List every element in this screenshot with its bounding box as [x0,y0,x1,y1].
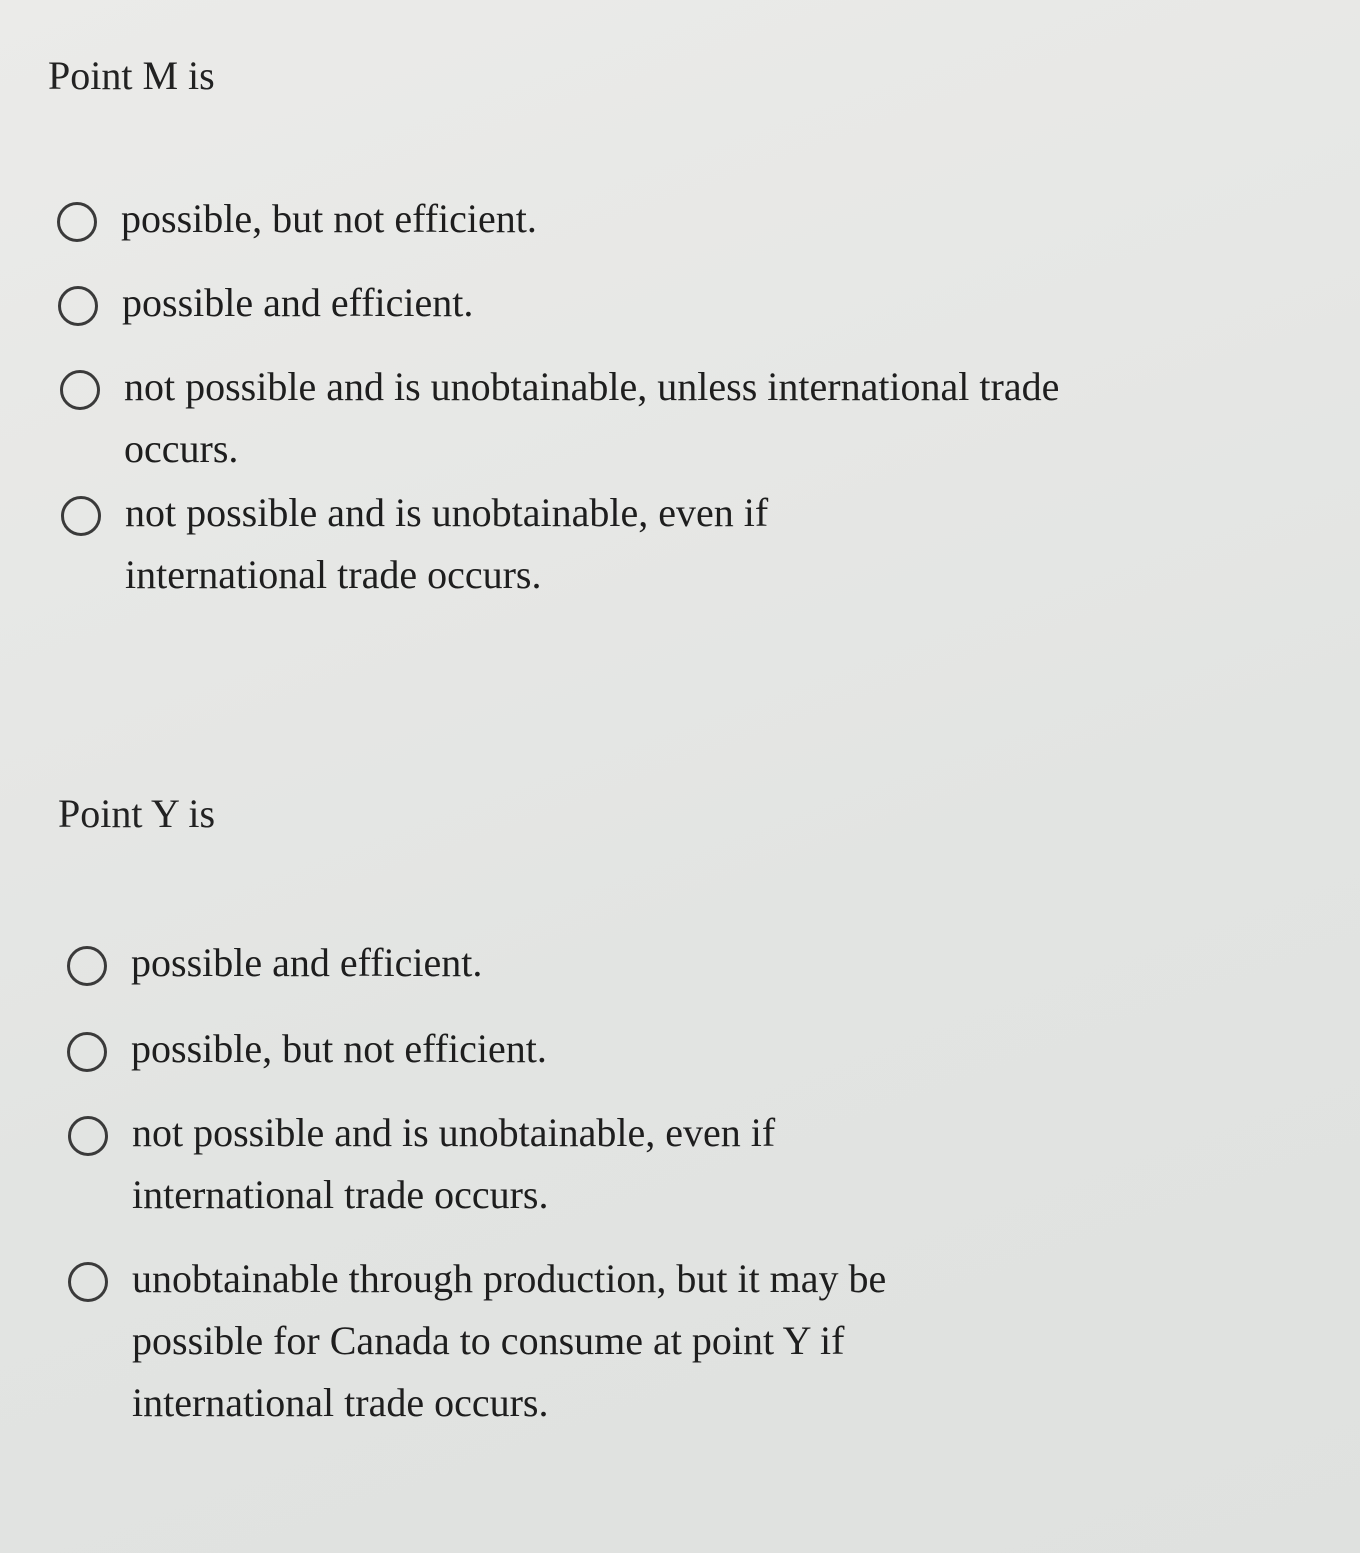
option-label: possible and efficient. [131,940,483,985]
option-not-possible-unless-trade[interactable] [60,364,1060,480]
option-possible-not-efficient[interactable] [67,1026,967,1080]
radio-button[interactable] [68,1116,108,1156]
option-unobtainable-through-production[interactable] [68,1256,968,1434]
option-label: not possible and is unobtainable, even if international trade occurs. [125,490,769,597]
option-not-possible-even-if-trade[interactable] [61,490,851,606]
radio-button[interactable] [61,496,101,536]
option-label: possible, but not efficient. [121,196,537,241]
option-possible-not-efficient[interactable] [57,196,957,250]
radio-button[interactable] [68,1262,108,1302]
radio-button[interactable] [58,286,98,326]
radio-button[interactable] [67,946,107,986]
radio-button[interactable] [57,202,97,242]
option-not-possible-even-if-trade[interactable] [68,1110,858,1226]
option-label: unobtainable through production, but it may be possible for Canada to consume at point Y if international trade occurs. [132,1256,887,1425]
question-prompt: Point Y is [58,791,216,836]
option-label: possible and efficient. [122,280,474,325]
radio-button[interactable] [60,370,100,410]
option-label: not possible and is unobtainable, even if international trade occurs. [132,1110,776,1217]
option-possible-efficient[interactable] [58,280,958,334]
option-possible-efficient[interactable] [67,940,967,994]
question-prompt: Point M is [48,53,215,98]
radio-button[interactable] [67,1032,107,1072]
option-label: possible, but not efficient. [131,1026,547,1071]
option-label: not possible and is unobtainable, unless international trade occurs. [124,364,1060,471]
